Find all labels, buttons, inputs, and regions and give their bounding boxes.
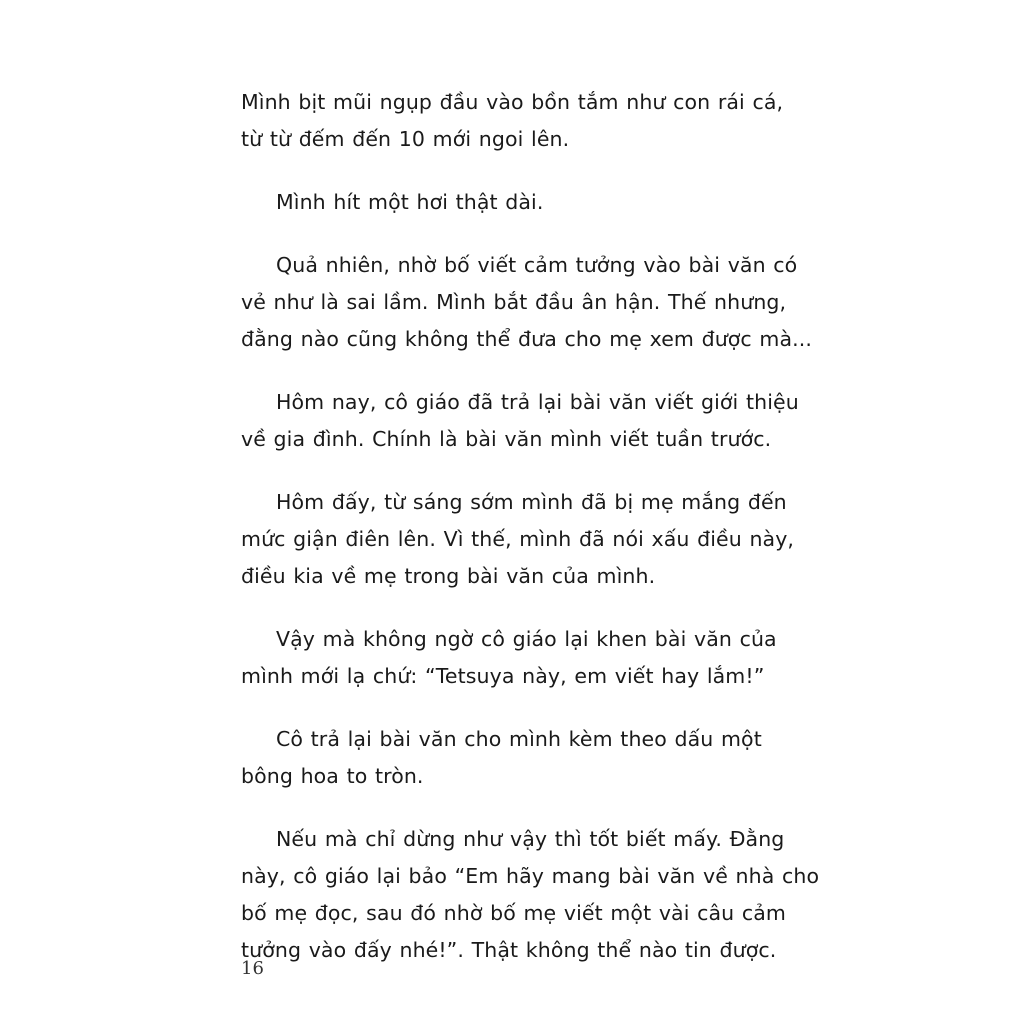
text-line: Quả nhiên, nhờ bố viết cảm tưởng vào bài văn có [276,253,798,277]
text-line: Cô trả lại bài văn cho mình kèm theo dấu một [276,727,762,751]
text-line: Vậy mà không ngờ cô giáo lại khen bài văn của [276,627,777,651]
paragraph [241,247,813,358]
paragraph [241,84,801,158]
paragraph [241,821,820,969]
page-number: 16 [241,958,264,979]
text-line: đằng nào cũng không thể đưa cho mẹ xem được mà... [241,327,813,351]
text-line: bông hoa to tròn. [241,764,424,788]
text-line: từ từ đếm đến 10 mới ngoi lên. [241,127,570,151]
text-line: bố mẹ đọc, sau đó nhờ bố mẹ viết một vài câu cảm [241,901,786,925]
text-line: Mình hít một hơi thật dài. [276,190,544,214]
paragraph [241,621,801,695]
body-text [241,84,820,995]
text-line: mức giận điên lên. Vì thế, mình đã nói xấu điều này, [241,527,795,551]
text-line: vẻ như là sai lầm. Mình bắt đầu ân hận. Thế nhưng, [241,290,787,314]
paragraph [241,484,801,595]
text-line: Hôm đấy, từ sáng sớm mình đã bị mẹ mắng đến [276,490,787,514]
paragraph [241,384,801,458]
text-line: tưởng vào đấy nhé!”. Thật không thể nào tin được. [241,938,777,962]
paragraph [241,721,801,795]
paragraph [241,184,801,221]
text-line: Mình bịt mũi ngụp đầu vào bồn tắm như con rái cá, [241,90,784,114]
text-line: Hôm nay, cô giáo đã trả lại bài văn viết giới thiệu [276,390,799,414]
text-line: về gia đình. Chính là bài văn mình viết tuần trước. [241,427,772,451]
text-line: mình mới lạ chứ: “Tetsuya này, em viết hay lắm!” [241,664,765,688]
text-line: này, cô giáo lại bảo “Em hãy mang bài văn về nhà cho [241,864,820,888]
text-line: Nếu mà chỉ dừng như vậy thì tốt biết mấy. Đằng [276,827,785,851]
text-line: điều kia về mẹ trong bài văn của mình. [241,564,656,588]
